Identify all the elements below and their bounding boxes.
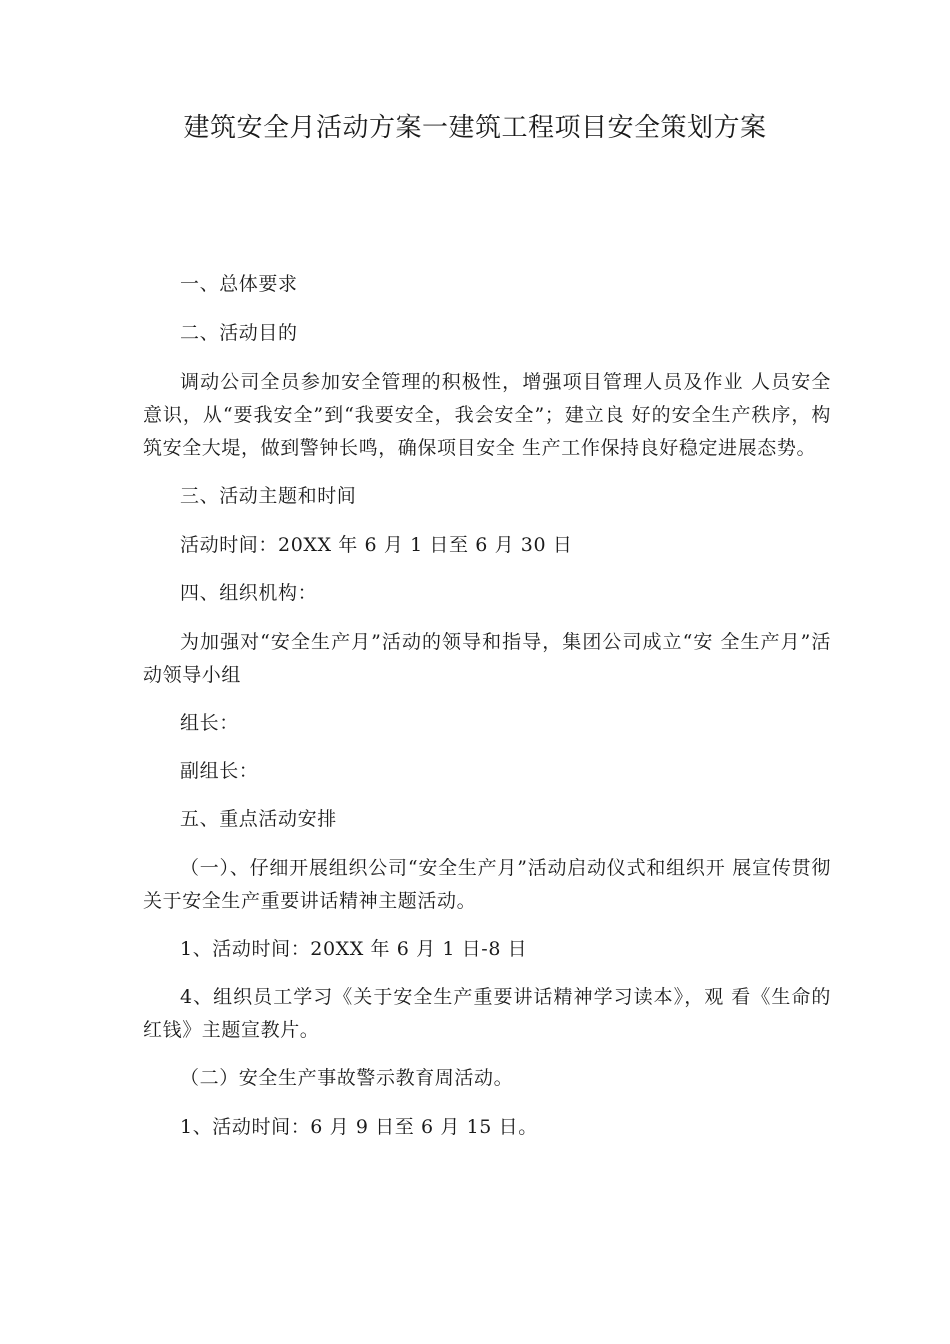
section-heading-activity-purpose: 二、活动目的 [180, 322, 298, 344]
section-heading-theme-and-time: 三、活动主题和时间 [180, 485, 357, 507]
section-heading-organization: 四、组织机构： [180, 582, 318, 604]
paragraph-organization-text: 为加强对“安全生产月”活动的领导和指导，集团公司成立“安 全生产月”活动领导小组 [143, 631, 831, 686]
paragraph-activity-one-item-four: 4、组织员工学习《关于安全生产重要讲话精神学习读本》，观 看《生命的红钱》主题宣教片。 [143, 986, 831, 1041]
section-heading-key-activities: 五、重点活动安排 [180, 808, 337, 830]
paragraph-activity-one: （一）、仔细开展组织公司“安全生产月”活动启动仪式和组织开 展宣传贯彻关于安全生产重要讲话精神主题活动。 [143, 857, 831, 912]
paragraph-activity-time: 活动时间：20XX 年 6 月 1 日至 6 月 30 日 [180, 534, 573, 556]
paragraph-activity-two: （二）安全生产事故警示教育周活动。 [180, 1067, 514, 1089]
section-heading-overall-requirements: 一、总体要求 [180, 273, 298, 295]
paragraph-purpose-text: 调动公司全员参加安全管理的积极性，增强项目管理人员及作业 人员安全意识，从“要我安全”到“我要安全，我会安全”；建立良 好的安全生产秩序，构筑安全大堤，做到警钟长鸣，确保项目安全 生产工作保持良好稳定进展态势。 [143, 371, 831, 459]
document-body [143, 268, 831, 1159]
document-title: 建筑安全月活动方案一建筑工程项目安全策划方案 [183, 113, 767, 143]
paragraph-group-leader: 组长： [180, 712, 239, 734]
paragraph-activity-two-time: 1、活动时间：6 月 9 日至 6 月 15 日。 [180, 1116, 538, 1138]
paragraph-deputy-group-leader: 副组长： [180, 760, 259, 782]
paragraph-activity-one-time: 1、活动时间：20XX 年 6 月 1 日-8 日 [180, 938, 528, 960]
